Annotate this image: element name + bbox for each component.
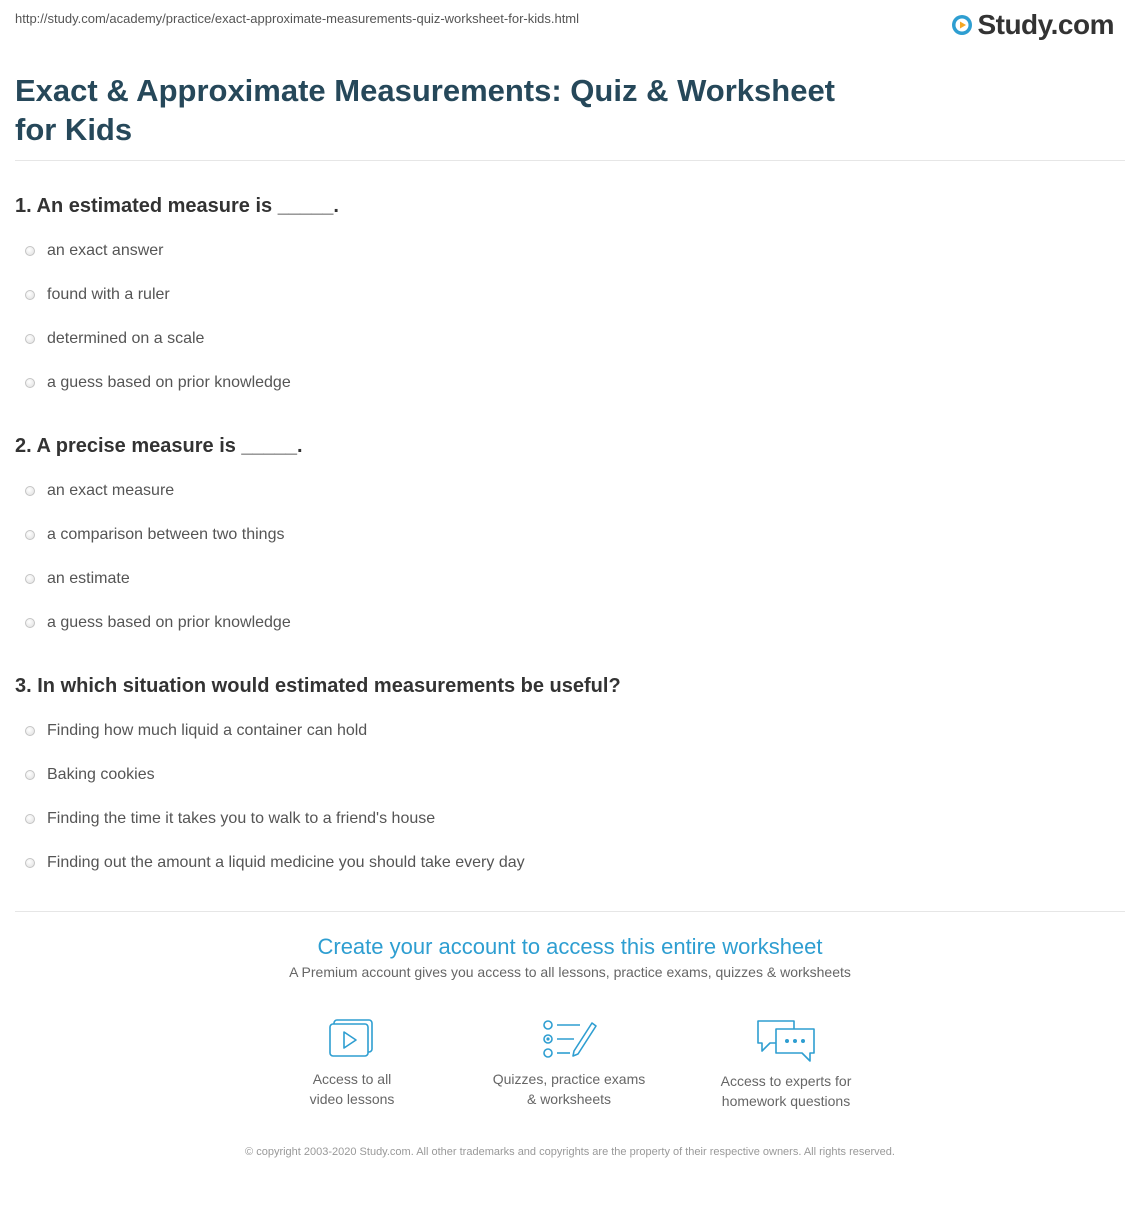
option-label: Baking cookies	[47, 766, 155, 783]
radio-button[interactable]	[25, 486, 35, 496]
question-title: 1. An estimated measure is _____.	[15, 195, 339, 217]
answer-option[interactable]	[15, 469, 1115, 513]
quiz-checklist-icon	[540, 1017, 598, 1061]
header-divider	[15, 160, 1125, 161]
radio-button[interactable]	[25, 858, 35, 868]
feature-label: Access to experts for homework questions	[720, 1073, 852, 1109]
answer-option[interactable]	[15, 841, 1115, 885]
option-label: found with a ruler	[47, 286, 170, 303]
study-logo[interactable]	[951, 8, 1114, 42]
question-title: 3. In which situation would estimated measurements be useful?	[15, 675, 621, 697]
answer-option[interactable]	[15, 273, 1115, 317]
create-account-link[interactable]: Create your account to access this entire worksheet	[317, 934, 823, 959]
answer-option[interactable]	[15, 753, 1115, 797]
answer-option[interactable]	[15, 797, 1115, 841]
radio-button[interactable]	[25, 814, 35, 824]
radio-button[interactable]	[25, 530, 35, 540]
copyright-notice: © copyright 2003-2020 Study.com. All other trademarks and copyrights are the property of their respective owners. All rights reserved.	[245, 1146, 895, 1158]
radio-button[interactable]	[25, 618, 35, 628]
page-url: http://study.com/academy/practice/exact-approximate-measurements-quiz-worksheet-for-kids.html	[15, 11, 580, 26]
premium-description: A Premium account gives you access to all lessons, practice exams, quizzes & worksheets	[289, 964, 851, 980]
option-label: determined on a scale	[47, 330, 205, 347]
feature-experts	[696, 1017, 876, 1111]
play-circle-icon	[951, 14, 973, 36]
option-label: Finding the time it takes you to walk to a friend's house	[47, 810, 436, 827]
radio-button[interactable]	[25, 378, 35, 388]
video-lessons-icon	[326, 1017, 378, 1061]
answer-option[interactable]	[15, 229, 1115, 273]
content-divider	[15, 911, 1125, 912]
option-label: Finding out the amount a liquid medicine you should take every day	[47, 854, 525, 871]
answer-option[interactable]	[15, 557, 1115, 601]
logo-text: Study.com	[977, 9, 1114, 40]
question-title: 2. A precise measure is _____.	[15, 435, 303, 457]
radio-button[interactable]	[25, 246, 35, 256]
answer-option[interactable]	[15, 709, 1115, 753]
chat-bubbles-icon	[754, 1017, 818, 1063]
feature-label: Access to all video lessons	[309, 1071, 395, 1107]
radio-button[interactable]	[25, 290, 35, 300]
radio-button[interactable]	[25, 770, 35, 780]
feature-video-lessons	[262, 1017, 442, 1109]
option-label: a guess based on prior knowledge	[47, 374, 291, 391]
question-3	[15, 673, 1115, 885]
page-title: Exact & Approximate Measurements: Quiz & Worksheet for Kids	[15, 73, 836, 147]
answer-option[interactable]	[15, 361, 1115, 405]
feature-label: Quizzes, practice exams & worksheets	[492, 1071, 646, 1107]
answer-option[interactable]	[15, 601, 1115, 645]
option-label: an estimate	[47, 570, 130, 587]
option-label: Finding how much liquid a container can hold	[47, 722, 368, 739]
answer-option[interactable]	[15, 513, 1115, 557]
answer-option[interactable]	[15, 317, 1115, 361]
question-2	[15, 433, 1115, 645]
option-label: a comparison between two things	[47, 526, 285, 543]
radio-button[interactable]	[25, 334, 35, 344]
radio-button[interactable]	[25, 726, 35, 736]
option-label: an exact answer	[47, 242, 164, 259]
option-label: a guess based on prior knowledge	[47, 614, 291, 631]
option-label: an exact measure	[47, 482, 175, 499]
radio-button[interactable]	[25, 574, 35, 584]
question-1	[15, 193, 1115, 405]
feature-quizzes	[479, 1017, 659, 1109]
